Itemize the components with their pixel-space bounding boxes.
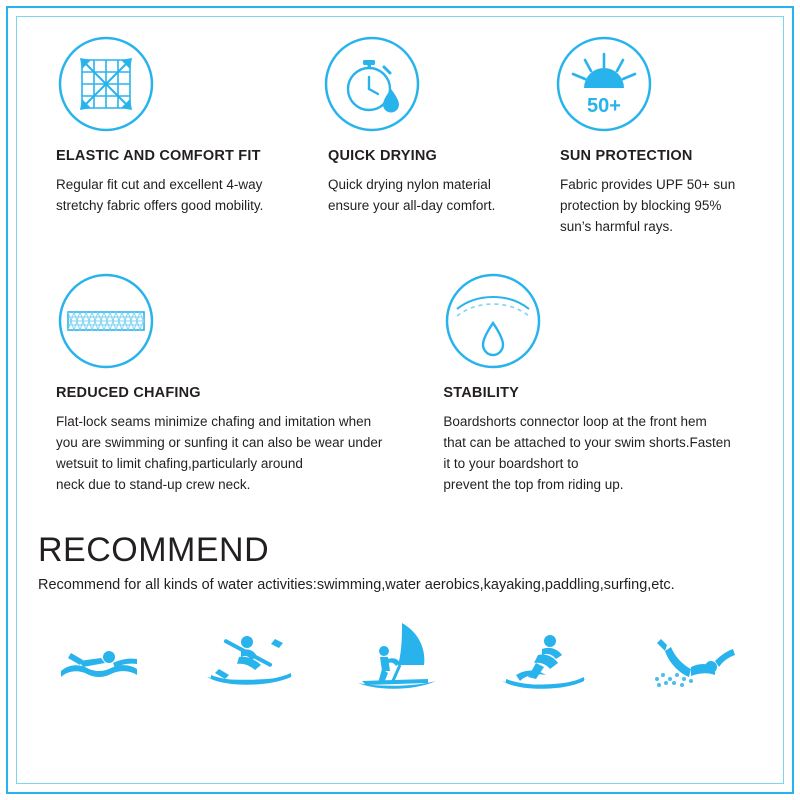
feature-body-line: Regular fit cut and excellent 4-way — [56, 177, 263, 192]
recommend-subtitle: Recommend for all kinds of water activities:swimming,water aerobics,kayaking,paddling,surfing,etc. — [38, 577, 675, 593]
feature-body-line: Fabric provides UPF 50+ sun — [560, 177, 736, 192]
feature-body-line: that can be attached to your swim shorts.Fasten — [443, 435, 731, 450]
feature-body-line: wetsuit to limit chafing,particularly around — [56, 456, 303, 471]
feature-elastic-and-comfort-fit — [32, 34, 304, 237]
feature-body-line: Flat-lock seams minimize chafing and imitation when — [56, 414, 372, 429]
stretch-net-icon — [56, 34, 156, 134]
feature-body-line: protection by blocking 95% — [560, 198, 722, 213]
feature-sun-protection — [536, 34, 768, 237]
stopwatch-droplet-icon — [322, 34, 422, 134]
feature-title: SUN PROTECTION — [560, 148, 693, 164]
surfer-icon — [489, 621, 599, 693]
feature-body-line: prevent the top from riding up. — [443, 477, 624, 492]
feature-title: QUICK DRYING — [328, 148, 438, 164]
connector-loop-icon — [443, 271, 543, 371]
recommend-section — [32, 531, 768, 595]
feature-stability — [419, 271, 768, 495]
feature-body-line: you are swimming or sunfing it can also be wear under — [56, 435, 383, 450]
sports-icon-row — [32, 621, 768, 693]
feature-row-2 — [32, 271, 768, 495]
feature-title: REDUCED CHAFING — [56, 385, 201, 401]
sun-upf50-icon — [554, 34, 654, 134]
recommend-title: RECOMMEND — [38, 531, 270, 569]
sun-icon-label: 50+ — [587, 95, 621, 117]
swimmer-icon — [46, 621, 156, 693]
feature-body — [419, 411, 768, 495]
feature-body-line: stretchy fabric offers good mobility. — [56, 198, 264, 213]
diver-icon — [636, 621, 746, 693]
feature-body-line: it to your boardshort to — [443, 456, 579, 471]
feature-row-1 — [32, 34, 768, 237]
feature-body — [32, 174, 304, 216]
content-area — [32, 28, 768, 776]
feature-body — [32, 411, 419, 495]
feature-quick-drying — [304, 34, 536, 237]
feature-title: STABILITY — [443, 385, 520, 401]
kayaker-icon — [194, 621, 304, 693]
feature-body — [536, 174, 768, 237]
feature-title: ELASTIC AND COMFORT FIT — [56, 148, 261, 164]
feature-reduced-chafing — [32, 271, 419, 495]
feature-body-line: neck due to stand-up crew neck. — [56, 477, 251, 492]
windsurfer-icon — [341, 621, 451, 693]
feature-body-line: sun’s harmful rays. — [560, 219, 674, 234]
feature-body-line: Quick drying nylon material — [328, 177, 491, 192]
feature-body-line: ensure your all-day comfort. — [328, 198, 496, 213]
feature-body — [304, 174, 536, 216]
flatlock-seam-icon — [56, 271, 156, 371]
feature-body-line: Boardshorts connector loop at the front hem — [443, 414, 707, 429]
